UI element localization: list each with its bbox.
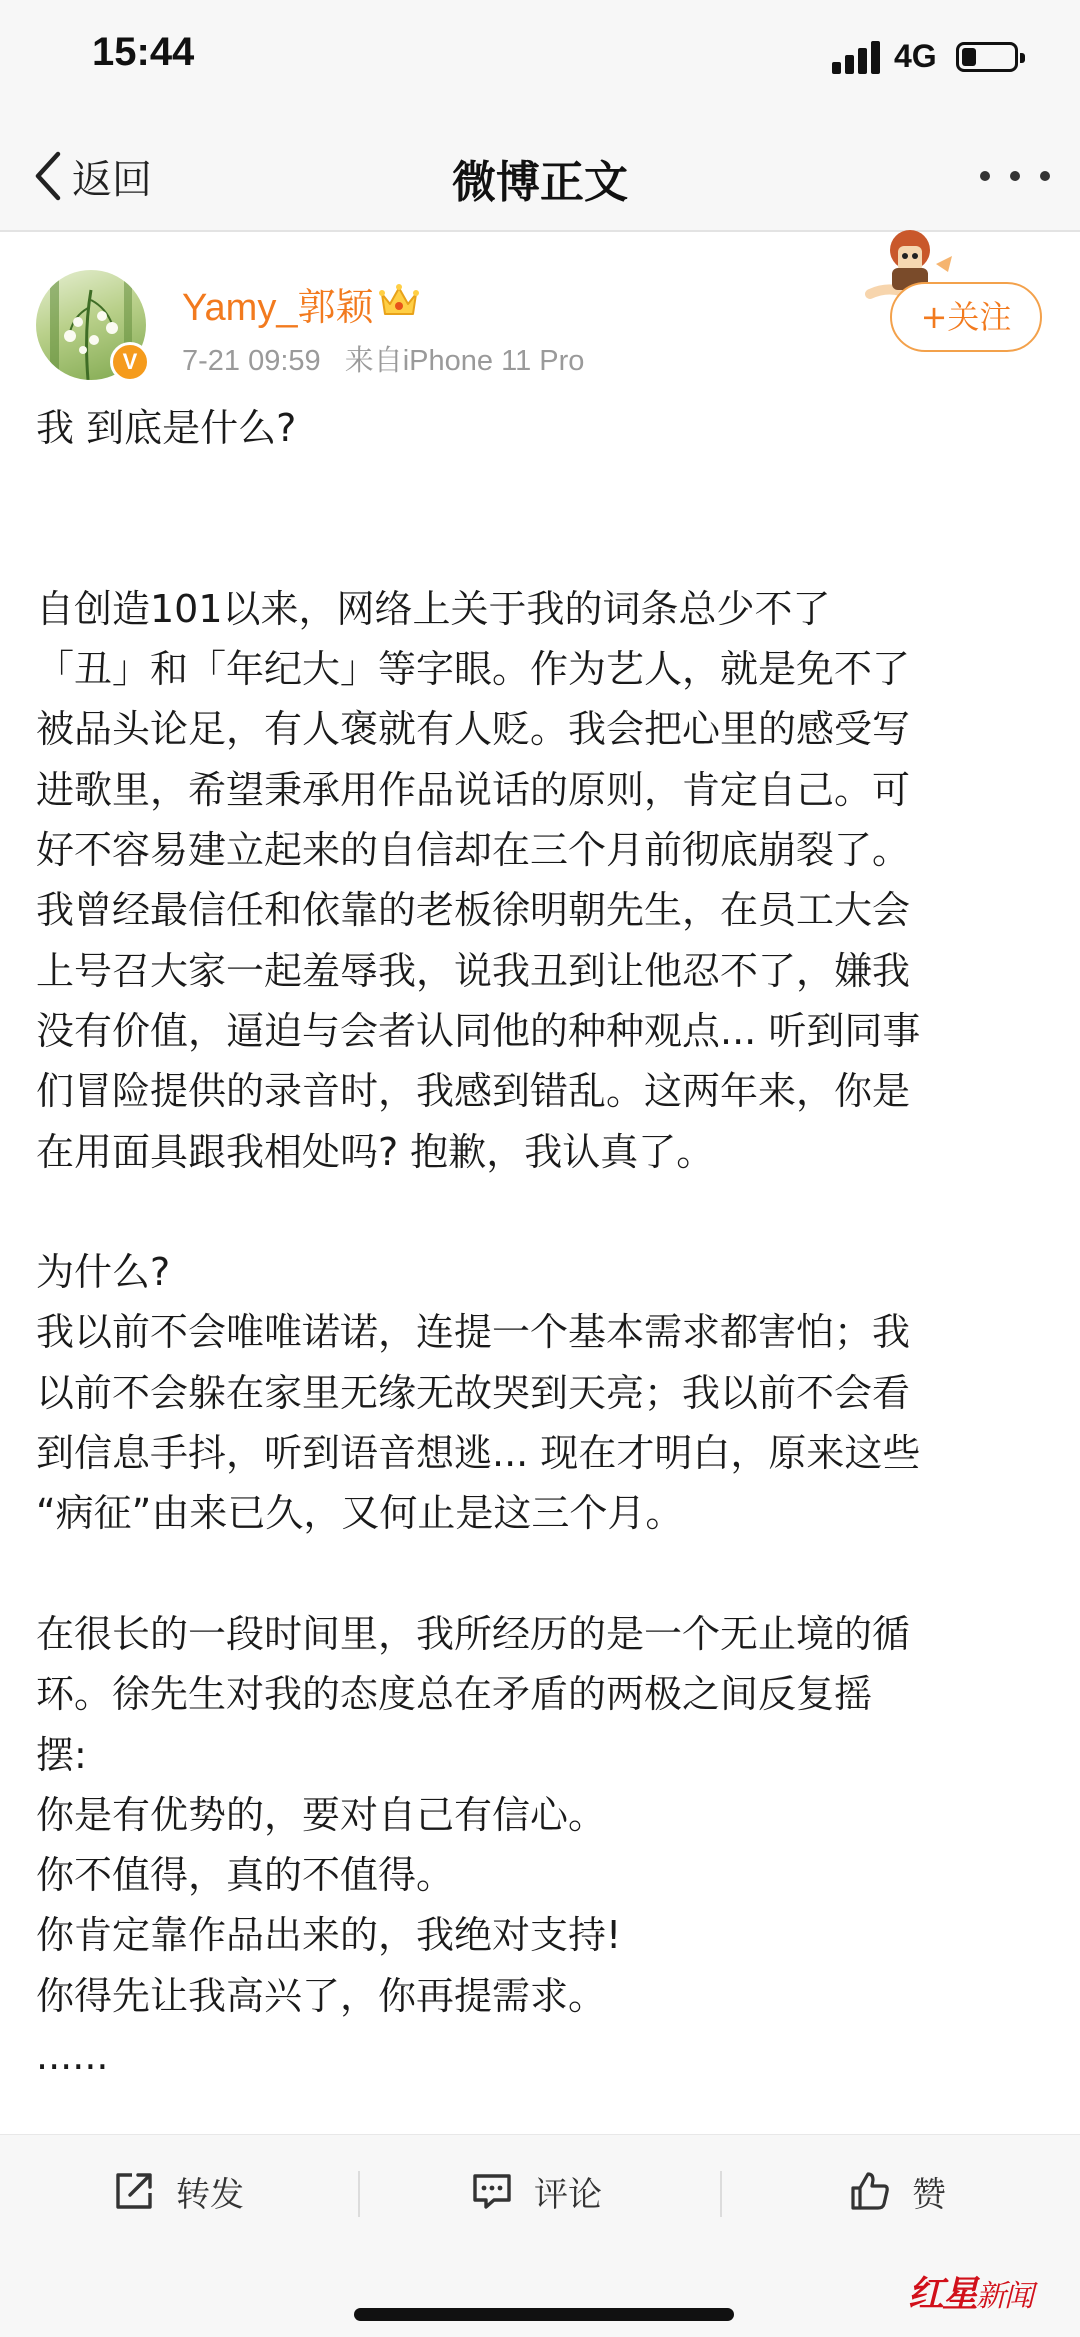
post-line: 我 到底是什么? — [36, 406, 297, 450]
post-line: 在很长的一段时间里，我所经历的是一个无止境的循 — [36, 1611, 911, 1656]
back-label: 返回 — [72, 156, 152, 203]
post-line: 环。徐先生对我的态度总在矛盾的两极之间反复摇 — [36, 1672, 873, 1717]
post-source: 来自iPhone 11 Pro — [344, 345, 585, 377]
home-indicator[interactable] — [354, 2308, 734, 2321]
action-bar — [0, 2134, 1080, 2246]
battery-icon — [956, 42, 1018, 72]
post-line: 我曾经最信任和依靠的老板徐明朝先生，在员工大会 — [36, 888, 911, 933]
post-line: 被品头论足，有人褒就有人贬。我会把心里的感受写 — [36, 707, 911, 752]
verified-badge: V — [110, 342, 150, 382]
post-line — [36, 458, 1046, 518]
post-line: 以前不会躲在家里无缘无故哭到天亮；我以前不会看 — [36, 1370, 911, 1415]
divider — [720, 2171, 722, 2217]
repost-label: 转发 — [176, 2174, 244, 2215]
post-line: 为什么? — [36, 1250, 171, 1295]
post-line: 摆: — [36, 1732, 87, 1777]
comment-icon — [470, 2169, 514, 2213]
post-meta — [182, 338, 584, 379]
divider — [358, 2171, 360, 2217]
page-title: 微博正文 — [452, 157, 628, 208]
post-body — [36, 398, 1046, 2086]
post-line: 你不值得，真的不值得。 — [36, 1853, 455, 1898]
like-button[interactable] — [848, 2135, 946, 2247]
comment-button[interactable] — [470, 2135, 602, 2247]
post-line: 在用面具跟我相处吗? 抱歉，我认真了。 — [36, 1129, 715, 1174]
more-dots-icon[interactable] — [980, 158, 1050, 194]
battery-level — [962, 48, 976, 66]
post-line — [36, 519, 1046, 579]
post-line — [36, 1182, 1046, 1242]
post-line: ...... — [36, 2034, 109, 2079]
repost-button[interactable] — [112, 2135, 244, 2247]
watermark-main: 红星 — [908, 2273, 977, 2315]
post-line — [36, 1544, 1046, 1604]
thumbs-up-icon — [848, 2169, 892, 2213]
post-line: 上号召大家一起羞辱我，说我丑到让他忍不了，嫌我 — [36, 948, 911, 993]
post-line: 你肯定靠作品出来的，我绝对支持! — [36, 1913, 622, 1958]
follow-button[interactable]: +关注 — [890, 282, 1042, 352]
comment-label: 评论 — [534, 2174, 602, 2215]
author-name[interactable]: Yamy_郭颖 — [182, 287, 374, 329]
crown-icon[interactable] — [378, 280, 420, 320]
post-line: 进歌里，希望秉承用作品说话的原则，肯定自己。可 — [36, 767, 911, 812]
like-label: 赞 — [912, 2174, 946, 2215]
post-line: 们冒险提供的录音时，我感到错乱。这两年来，你是 — [36, 1069, 911, 1114]
post-line: 自创造101以来，网络上关于我的词条总少不了 — [36, 586, 831, 631]
post-line: 好不容易建立起来的自信却在三个月前彻底崩裂了。 — [36, 828, 911, 873]
repost-icon — [112, 2169, 156, 2213]
post-line: 你是有优势的，要对自己有信心。 — [36, 1792, 607, 1837]
watermark-logo — [908, 2266, 1032, 2317]
watermark-sub: 新闻 — [976, 2279, 1033, 2314]
post-line: 我以前不会唯唯诺诺，连提一个基本需求都害怕；我 — [36, 1310, 911, 1355]
status-time: 15:44 — [92, 30, 195, 74]
signal-strength-icon — [832, 40, 880, 74]
status-bar — [0, 0, 1080, 120]
nav-bar — [0, 120, 1080, 232]
post-line: 你得先让我高兴了，你再提需求。 — [36, 1973, 607, 2018]
network-type: 4G — [894, 38, 937, 74]
post-date: 7-21 09:59 — [182, 345, 321, 377]
post-line: 「丑」和「年纪大」等字眼。作为艺人，就是免不了 — [36, 647, 911, 692]
post-line: 没有价值，逼迫与会者认同他的种种观点... 听到同事 — [36, 1008, 921, 1053]
post-line: “病征”由来已久，又何止是这三个月。 — [36, 1491, 684, 1536]
post-line: 到信息手抖，听到语音想逃... 现在才明白，原来这些 — [36, 1431, 921, 1476]
